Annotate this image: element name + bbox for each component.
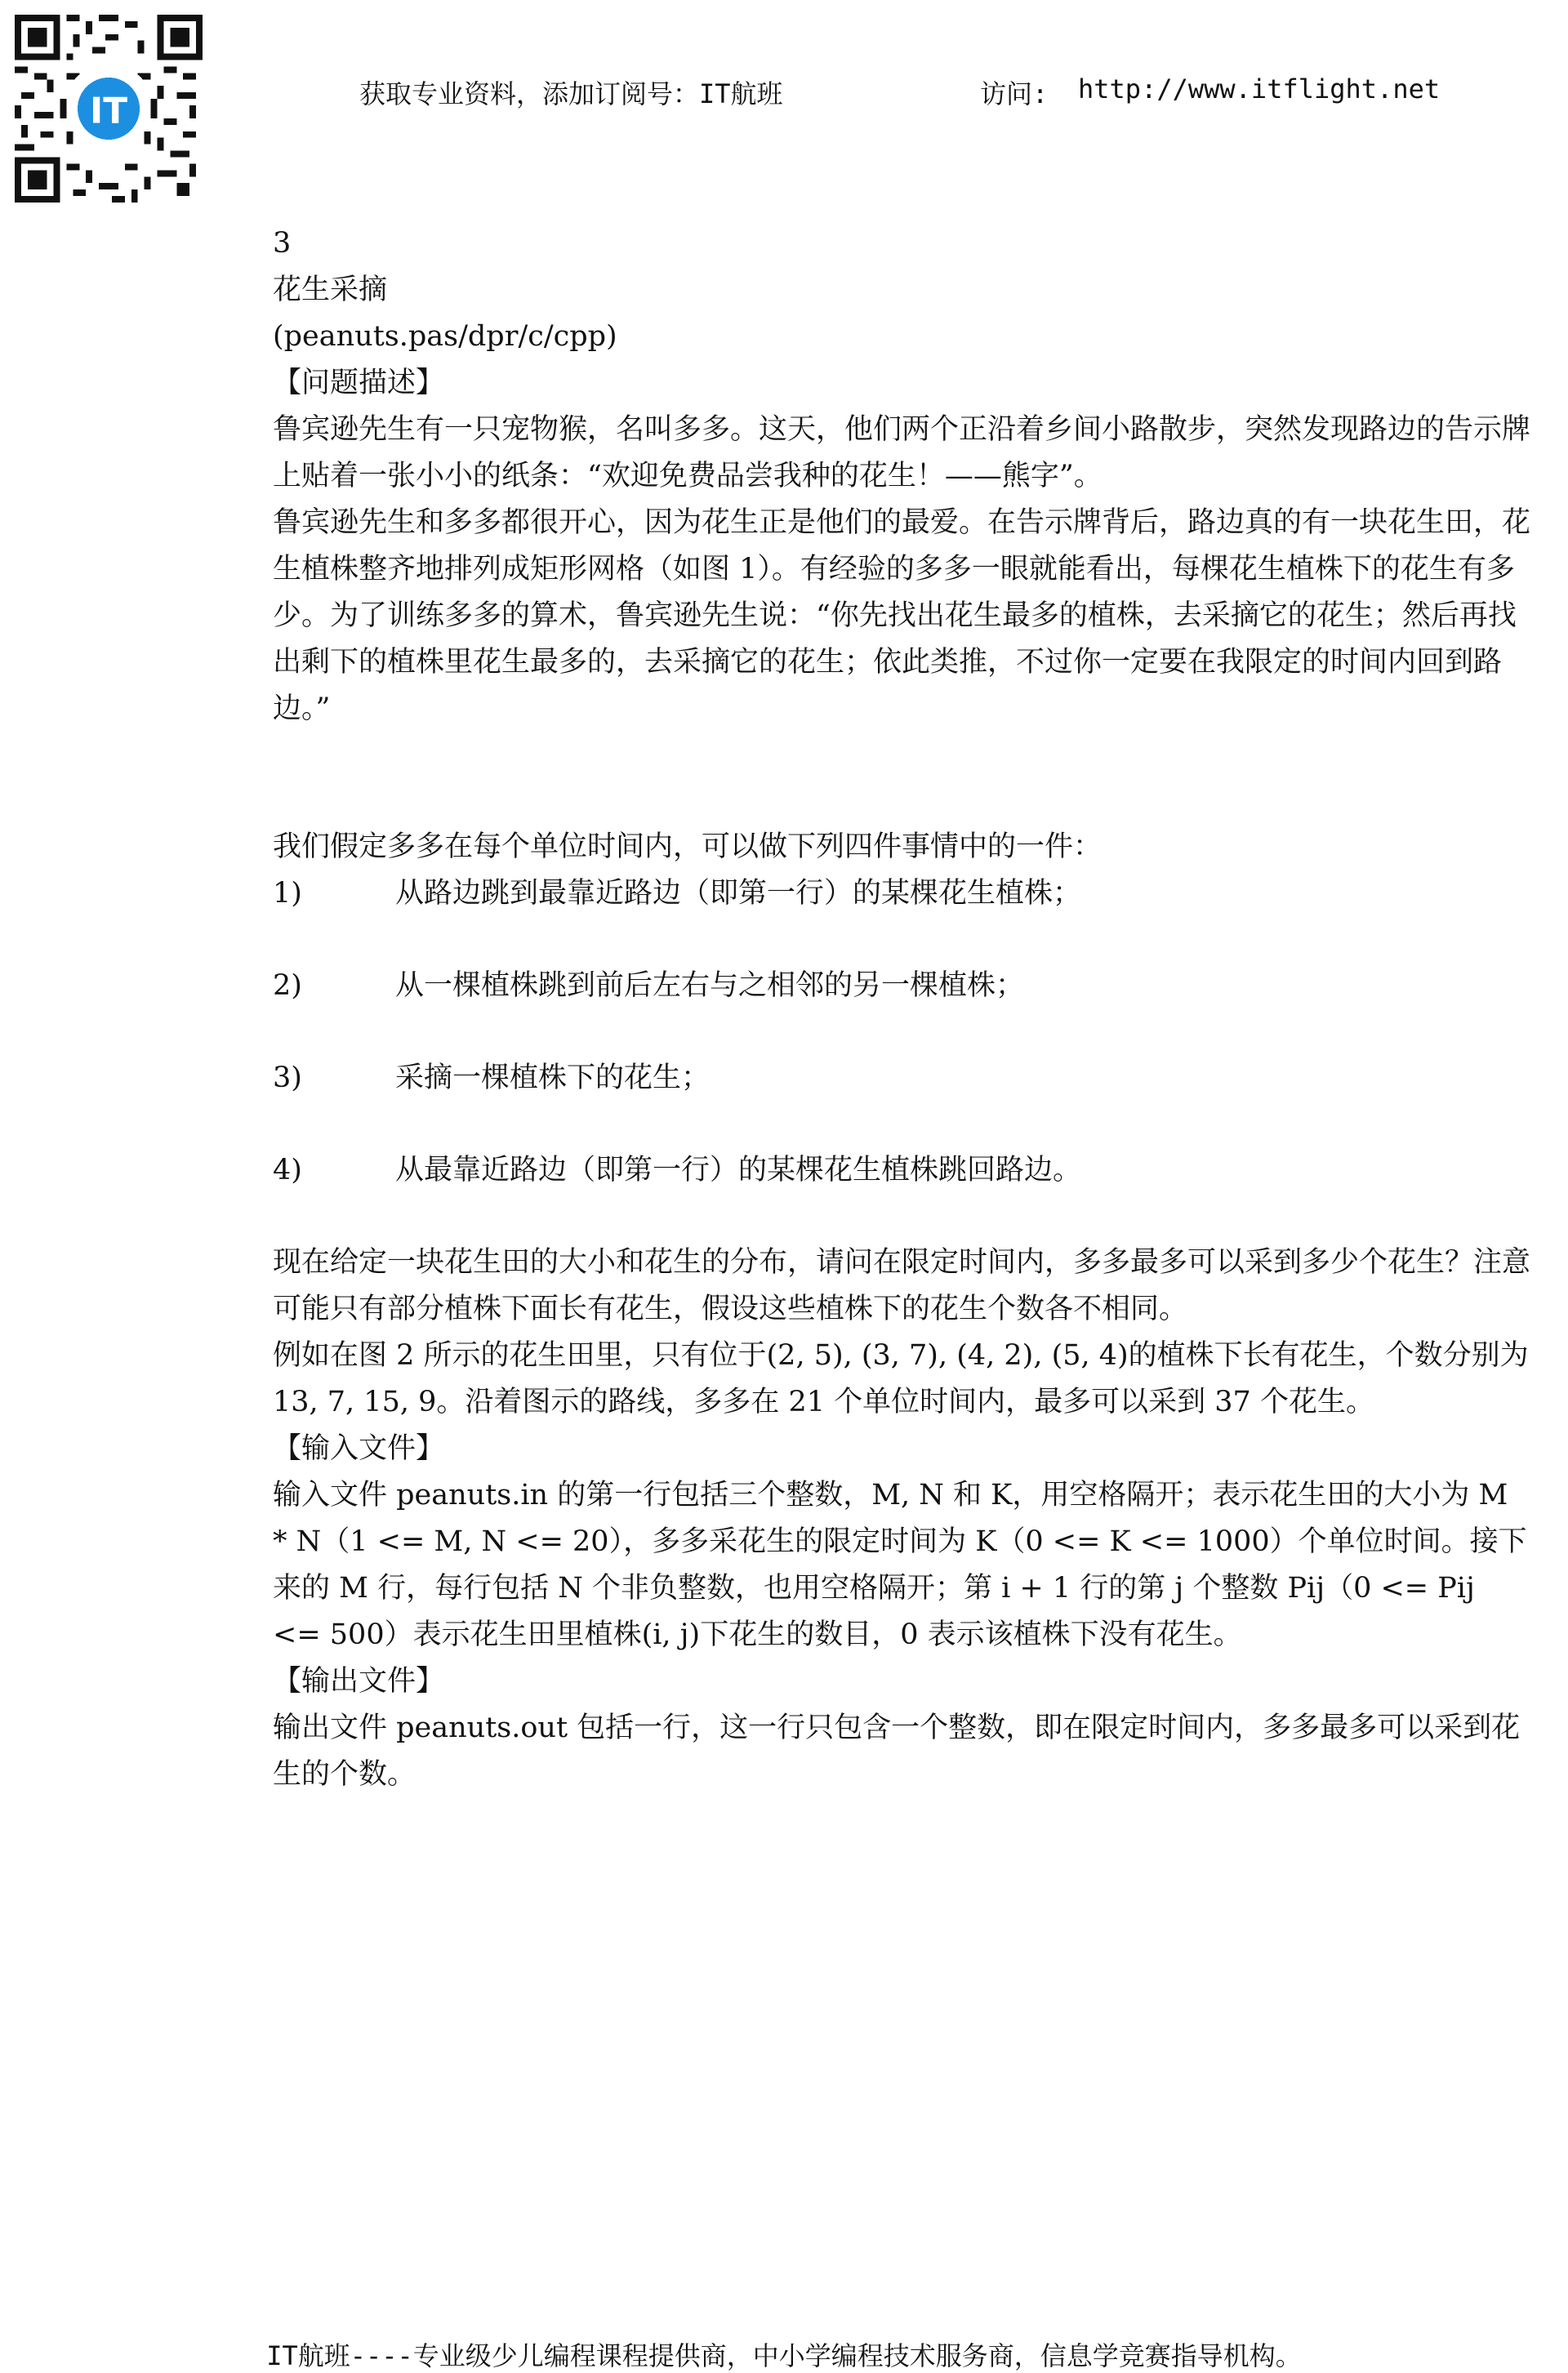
example-paragraph: 例如在图 2 所示的花生田里，只有位于(2, 5), (3, 7), (4, 2), (5, 4)的植株下长有花生，个数分别为 13, 7, 15, 9。沿着图示的路线，多多在 21 个单位时间内，最多可以采到 37 个花生。 bbox=[273, 1339, 1529, 1418]
list-item-text: 采摘一棵植株下的花生； bbox=[395, 1062, 710, 1094]
list-item-number: 2) bbox=[273, 969, 302, 1002]
problem-title: 花生采摘 bbox=[273, 274, 388, 306]
svg-text:IT: IT bbox=[90, 91, 127, 132]
question-paragraph: 现在给定一块花生田的大小和花生的分布，请问在限定时间内，多多最多可以采到多少个花生？注意可能只有部分植株下面长有花生，假设这些植株下的花生个数各不相同。 bbox=[273, 1246, 1531, 1325]
paragraph: 鲁宾逊先生和多多都很开心，因为花生正是他们的最爱。在告示牌背后，路边真的有一块花生田，花生植株整齐地排列成矩形网格（如图 1）。有经验的多多一眼就能看出，每棵花生植株下的花生有多少。为了训练多多的算术，鲁宾逊先生说：“你先找出花生最多的植株，去采摘它的花生；然后再找出剩下的植株里花生最多的，去采摘它的花生；依此类推，不过你一定要在我限定的时间内回到路边。” bbox=[273, 506, 1531, 725]
website-link[interactable]: http://www.itflight.net bbox=[1078, 73, 1441, 105]
list-item-number: 4) bbox=[273, 1154, 302, 1186]
subscribe-text: 获取专业资料，添加订阅号：IT航班 bbox=[359, 78, 783, 109]
list-item-text: 从最靠近路边（即第一行）的某棵花生植株跳回路边。 bbox=[395, 1154, 1082, 1186]
qr-code-icon bbox=[15, 15, 203, 203]
list-item bbox=[273, 963, 1530, 1009]
list-item bbox=[273, 870, 1530, 917]
list-item-text: 从一棵植株跳到前后左右与之相邻的另一棵植株； bbox=[395, 969, 1025, 1002]
visit-label: 访问: bbox=[980, 78, 1049, 109]
page-footer: IT航班----专业级少儿编程课程提供商，中小学编程技术服务商，信息学竞赛指导机构。 bbox=[266, 2340, 1302, 2371]
paragraph: 我们假定多多在每个单位时间内，可以做下列四件事情中的一件： bbox=[273, 830, 1102, 863]
section-heading-output: 【输出文件】 bbox=[273, 1665, 445, 1698]
list-item bbox=[273, 1055, 1530, 1102]
problem-content bbox=[273, 220, 1530, 1798]
section-heading-description: 【问题描述】 bbox=[273, 367, 445, 399]
input-paragraph: 输入文件 peanuts.in 的第一行包括三个整数，M, N 和 K，用空格隔开；表示花生田的大小为 M * N（1 <= M, N <= 20），多多采花生的限定时间为 K（0 <= K <= 1000）个单位时间。接下来的 M 行，每行包括 N 个非负整数，也用空格隔开；第 i + 1 行的第 j 个整数 Pij（0 <= Pij <= 500）表示花生田里植株(i, j)下花生的数目，0 表示该植株下没有花生。 bbox=[273, 1479, 1527, 1651]
list-item-number: 1) bbox=[273, 877, 302, 910]
list-item bbox=[273, 1147, 1530, 1194]
problem-number: 3 bbox=[273, 227, 292, 260]
list-item-text: 从路边跳到最靠近路边（即第一行）的某棵花生植株； bbox=[395, 877, 1082, 910]
section-heading-input: 【输入文件】 bbox=[273, 1432, 445, 1465]
list-item-number: 3) bbox=[273, 1062, 302, 1094]
problem-filenames: (peanuts.pas/dpr/c/cpp) bbox=[273, 320, 617, 353]
paragraph: 鲁宾逊先生有一只宠物猴，名叫多多。这天，他们两个正沿着乡间小路散步，突然发现路边的告示牌上贴着一张小小的纸条：“欢迎免费品尝我种的花生！——熊字”。 bbox=[273, 413, 1531, 492]
output-paragraph: 输出文件 peanuts.out 包括一行，这一行只包含一个整数，即在限定时间内，多多最多可以采到花生的个数。 bbox=[273, 1712, 1521, 1791]
page-header bbox=[359, 73, 1441, 111]
